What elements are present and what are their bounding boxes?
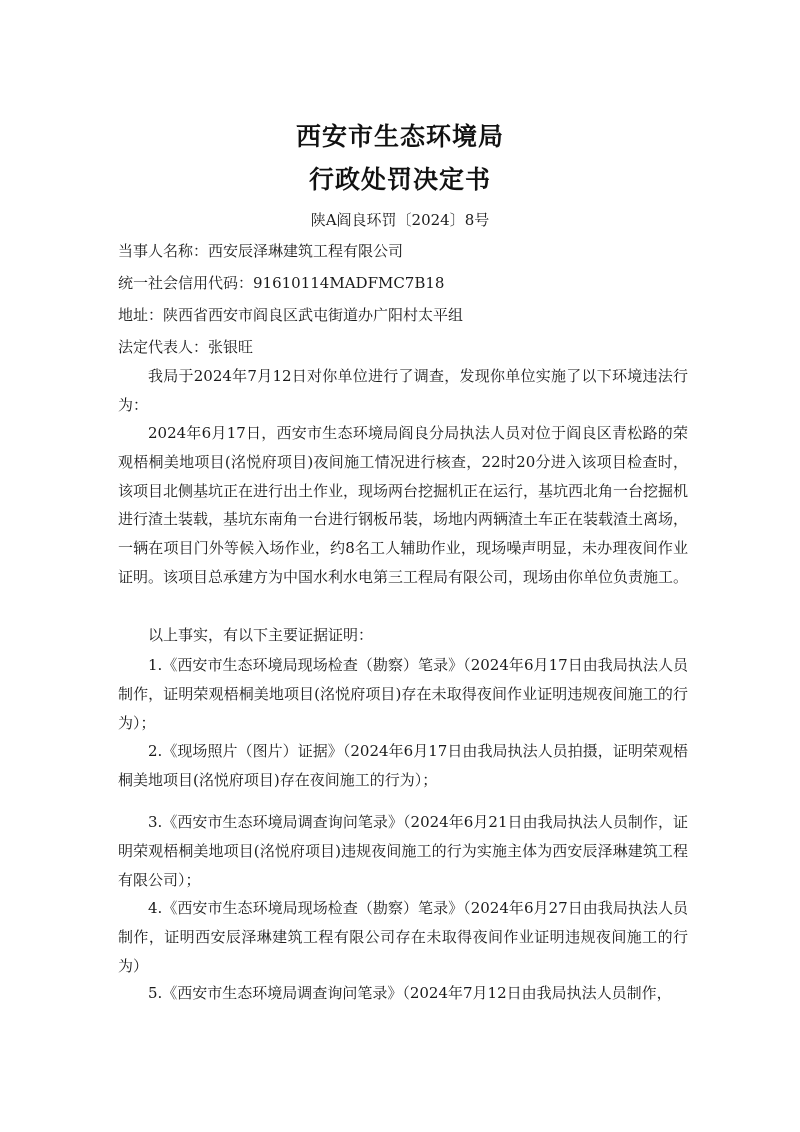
document-title-type: 行政处罚决定书 bbox=[308, 165, 491, 194]
party-credit-code: 统一社会信用代码：91610114MADFMC7B18 bbox=[118, 274, 445, 292]
party-address: 地址：陕西省西安市阎良区武屯街道办广阳村太平组 bbox=[118, 306, 464, 324]
evidence-item-text: 5.《西安市生态环境局调查询问笔录》（2024年7月12日由我局执法人员制作， bbox=[148, 984, 672, 1002]
evidence-item: 4.《西安市生态环境局现场检查（勘察）笔录》（2024年6月27日由我局执法人员制作，证明西安辰泽琳建筑工程有限公司存在未取得夜间作业证明违规夜间施工的行为） bbox=[118, 899, 688, 975]
evidence-item: 3.《西安市生态环境局调查询问笔录》（2024年6月21日由我局执法人员制作，证明荣观梧桐美地项目(洺悦府项目)违规夜间施工的行为实施主体为西安辰泽琳建筑工程有限公司）； bbox=[118, 813, 688, 889]
evidence-item bbox=[118, 979, 688, 1008]
party-name: 当事人名称：西安辰泽琳建筑工程有限公司 bbox=[118, 242, 404, 260]
document-number: 陕A阎良环罚〔2024〕8号 bbox=[310, 211, 490, 229]
evidence-item: 1.《西安市生态环境局现场检查（勘察）笔录》（2024年6月17日由我局执法人员制作，证明荣观梧桐美地项目(洺悦府项目)存在未取得夜间作业证明违规夜间施工的行为）； bbox=[118, 656, 688, 732]
evidence-intro: 以上事实，有以下主要证据证明： bbox=[148, 626, 374, 644]
investigation-intro: 我局于2024年7月12日对你单位进行了调查，发现你单位实施了以下环境违法行为： bbox=[118, 367, 688, 414]
evidence-item: 2.《现场照片（图片）证据》（2024年6月17日由我局执法人员拍摄，证明荣观梧桐美地项目(洺悦府项目)存在夜间施工的行为）； bbox=[118, 742, 688, 789]
party-legal-representative: 法定代表人：张银旺 bbox=[118, 338, 254, 356]
violation-facts: 2024年6月17日，西安市生态环境局阎良分局执法人员对位于阎良区青松路的荣观梧桐美地项目(洺悦府项目)夜间施工情况进行核查，22时20分进入该项目检查时，该项目北侧基坑正在进行出土作业，现场两台挖掘机正在运行，基坑西北角一台挖掘机进行渣土装载，基坑东南角一台进行钢板吊装，场地内两辆渣土车正在装载渣土离场，一辆在项目门外等候入场作业，约8名工人辅助作业，现场噪声明显，未办理夜间作业证明。该项目总承建方为中国水利水电第三工程局有限公司，现场由你单位负责施工。 bbox=[118, 424, 689, 586]
document-title-authority: 西安市生态环境局 bbox=[295, 122, 504, 151]
